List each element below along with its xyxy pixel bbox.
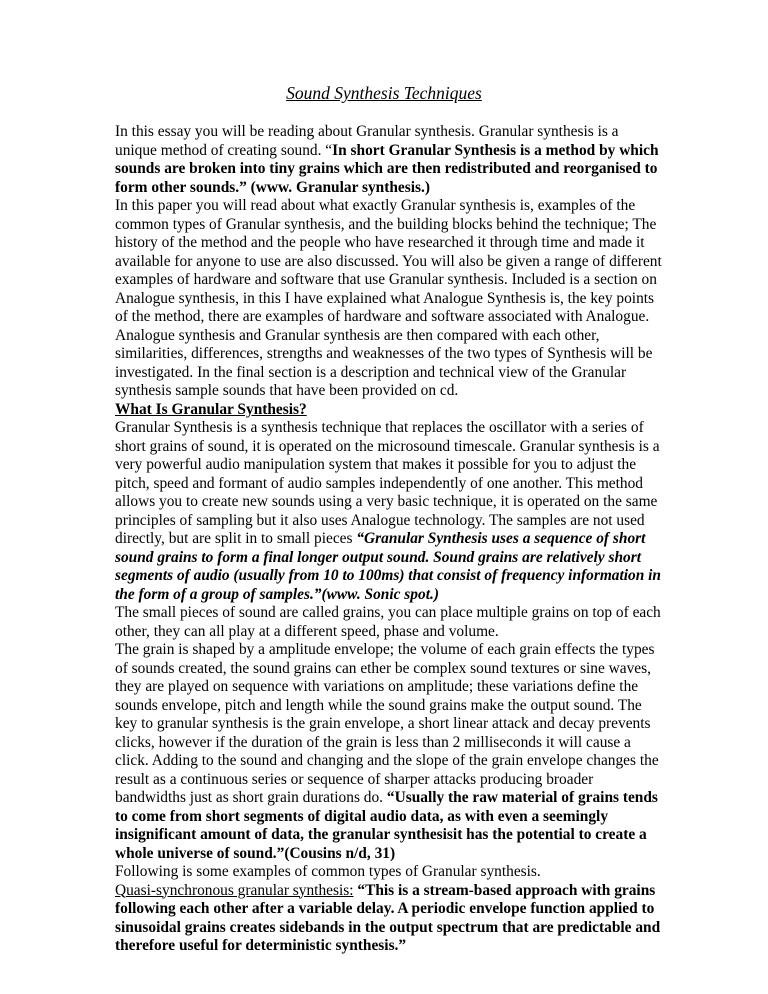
quasi-quote: “This is a stream-based approach with grains following each other after a variable delay. A periodic envelope function applied to sinusoidal grains creates sidebands in the output spectrum that are predictable and therefore useful for deterministic synthesis.”	[115, 881, 661, 954]
intro-quote: In short Granular Synthesis is a method by which sounds are broken into tiny grains which are then redistributed and reorganised to form other sounds.” (www. Granular synthesis.)	[115, 141, 659, 196]
document-body	[115, 123, 663, 956]
envelope-paragraph	[115, 641, 663, 863]
intro-text: In this essay you will be reading about Granular synthesis. Granular synthesis is a unique method of creating sound. “	[115, 123, 619, 159]
examples-intro: Following is some examples of common types of Granular synthesis.	[115, 863, 541, 880]
section-heading: What Is Granular Synthesis?	[115, 400, 307, 418]
grains-paragraph: The small pieces of sound are called grains, you can place multiple grains on top of each other, they can all play at a different speed, phase and volume.	[115, 604, 661, 640]
document-title: Sound Synthesis Techniques	[286, 83, 482, 103]
quasi-paragraph	[115, 882, 663, 956]
quasi-label: Quasi-synchronous granular synthesis:	[115, 881, 354, 899]
envelope-quote: “Usually the raw material of grains tends to come from short segments of digital audio data, as with even a seemingly insignificant amount of data, the granular synthesisit has the potential to create a whole universe of sound.”(Cousins n/d, 31)	[115, 789, 658, 862]
envelope-text: The grain is shaped by a amplitude envelope; the volume of each grain effects the types of sounds created, the sound grains can ether be complex sound textures or sine waves, they are played on sequence with variations on amplitude; these variations define the sounds envelope, pitch and length while the sound grains make the output sound. The key to granular synthesis is the grain envelope, a short linear attack and decay prevents clicks, however if the duration of the grain is less than 2 milliseconds it will cause a click. Adding to the sound and changing and the slope of the grain envelope changes the result as a continuous series or sequence of sharper attacks producing broader bandwidths just as short grain durations do.	[115, 641, 659, 806]
overview-paragraph: In this paper you will read about what exactly Granular synthesis is, examples of the common types of Granular synthesis, and the building blocks behind the technique; The history of the method and the people who have researched it through time and made it available for anyone to use are also discussed. You will also be given a range of different examples of hardware and software that use Granular synthesis. Included is a section on Analogue synthesis, in this I have explained what Analogue Synthesis is, the key points of the method, there are examples of hardware and software associated with Analogue. Analogue synthesis and Granular synthesis are then compared with each other, similarities, differences, strengths and weaknesses of the two types of Synthesis will be investigated. In the final section is a description and technical view of the Granular synthesis sample sounds that have been provided on cd.	[115, 197, 662, 399]
definition-text: Granular Synthesis is a synthesis technique that replaces the oscillator with a series of short grains of sound, it is operated on the microsound timescale. Granular synthesis is a very powerful audio manipulation system that makes it possible for you to adjust the pitch, speed and formant of audio samples independently of one another. This method allows you to create new sounds using a very basic technique, it is operated on the same principles of sampling but it also uses Analogue technology. The samples are not used directly, but are split in to small pieces	[115, 419, 660, 547]
definition-quote: “Granular Synthesis uses a sequence of short sound grains to form a final longer output sound. Sound grains are relatively short segments of audio (usually from 10 to 100ms) that consist of frequency information in the form of a group of samples.”(www. Sonic spot.)	[115, 530, 661, 603]
definition-paragraph	[115, 419, 663, 604]
intro-paragraph	[115, 123, 663, 197]
